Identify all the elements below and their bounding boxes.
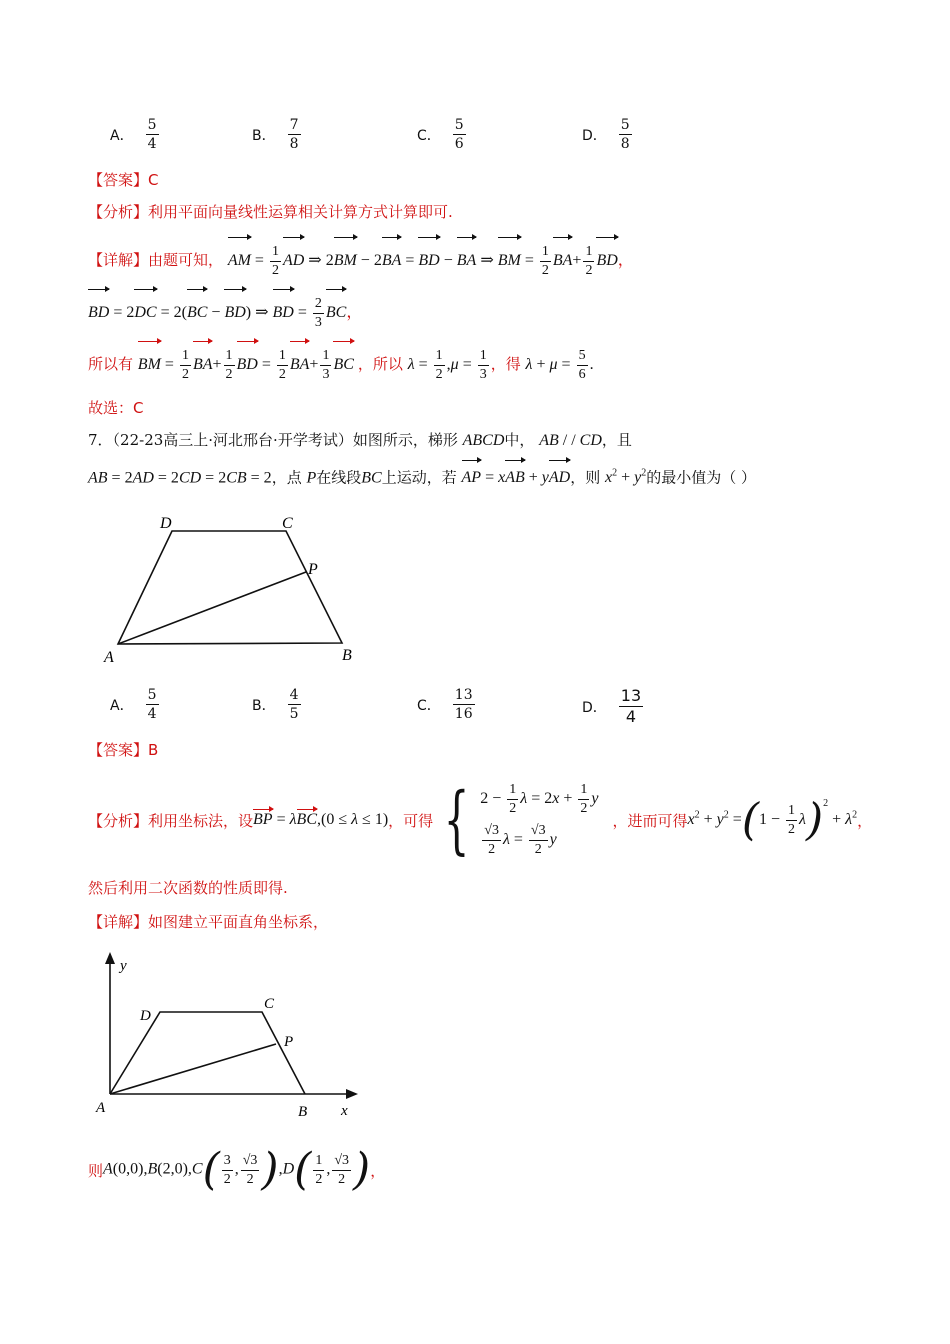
- math-expression: BM = $\frac{1}{2}$ BA+ $\frac{1}{2}$ BD = $\frac{1}{2}$ BA+ $\frac{1}{3}$ BC: [138, 356, 358, 373]
- equation-system: { 2 − $\frac{1}{2}$ λ = 2x + $\frac{1}{2}$ y $\frac{√3}{2}$ λ = $\frac{√3}{2}$ y: [443, 777, 599, 863]
- q7-option-d: D． $\frac{13}{4}$: [582, 686, 642, 726]
- fraction: $\frac{5}{4}$: [147, 117, 157, 152]
- segment-ap: [110, 1044, 276, 1094]
- q7-stem-line-1: 7．（22-23高三上·河北邢台·开学考试）如图所示，梯形 ABCD中， AB / / CD，且: [88, 431, 632, 449]
- fraction: $\frac{5}{8}$: [620, 117, 630, 152]
- q6-detail-line-3: 所以有 BM = $\frac{1}{2}$ BA+ $\frac{1}{2}$ BD = $\frac{1}{2}$ BA+ $\frac{1}{3}$ BC ，所以 λ = $\frac{1}{2}$ ,μ = $\frac{1}{3}$ ，得 λ + μ = $\frac{5}{6}$ .: [88, 342, 594, 387]
- point-label-p: P: [284, 1034, 294, 1050]
- y-axis-arrow-icon: [105, 952, 115, 964]
- q7-trapezoid-figure: [98, 510, 368, 670]
- q7-coordinates-line: 则 A(0,0),B(2,0),C( $\frac{3}{2}$ , $\frac{√3}{2}$ ),D( $\frac{1}{2}$ , $\frac{√3}{2}$ ) ，: [88, 1144, 386, 1195]
- q6-analysis: 【分析】利用平面向量线性运算相关计算方式计算即可.: [88, 203, 453, 221]
- point-label-a: A: [96, 1100, 106, 1116]
- trapezoid-shape: [118, 531, 342, 644]
- q7-coordinate-figure: [90, 950, 370, 1125]
- fraction: $\frac{13}{4}$: [620, 686, 642, 726]
- point-label-p: P: [308, 561, 318, 578]
- math-expression: BD = 2DC = 2(BC − BD) ⇒ BD = $\frac{2}{3}$ BC，: [88, 304, 362, 321]
- fraction: $\frac{7}{8}$: [289, 117, 299, 152]
- q6-option-c: C． $\frac{5}{6}$: [417, 117, 464, 152]
- q7-answer: 【答案】B: [88, 741, 159, 759]
- fraction: $\frac{4}{5}$: [289, 687, 299, 722]
- q7-option-b: B． $\frac{4}{5}$: [252, 687, 299, 722]
- axis-label-x: x: [341, 1103, 348, 1119]
- q7-analysis-line-2: 然后利用二次函数的性质即得.: [88, 879, 288, 897]
- q7-analysis: 【分析】 利用坐标法，设 BP = λBC,(0 ≤ λ ≤ 1) ，可得 { 2 − $\frac{1}{2}$ λ = 2x + $\frac{1}{2}$ y $\frac{√3}{2}$ λ = $\frac{√3}{2}$ y ，进而可得 $x^2 + y^2 =(1$ − $\frac{1}{2}$ $\lambda)^2 + \lambda^2$ ，: [88, 777, 873, 863]
- fraction: $\frac{5}{4}$: [147, 687, 157, 722]
- point-label-c: C: [264, 996, 275, 1012]
- point-label-d: D: [140, 1008, 151, 1024]
- q6-answer: 【答案】C: [88, 171, 159, 189]
- point-label-d: D: [160, 515, 172, 532]
- segment-ap: [118, 572, 306, 644]
- point-label-a: A: [104, 649, 114, 666]
- q7-option-a: A． $\frac{5}{4}$: [110, 687, 157, 722]
- q6-option-a: A． $\frac{5}{4}$: [110, 117, 157, 152]
- fraction: $\frac{5}{6}$: [454, 117, 464, 152]
- axis-label-y: y: [120, 958, 127, 974]
- q6-detail-line-2: [88, 290, 362, 335]
- trapezoid-shape: [110, 1012, 305, 1094]
- q7-stem-line-2: AB = 2AD = 2CD = 2CB = 2，点 P在线段BC上运动，若 AP = xAB + yAD，则 $x^2 + y^2$的最小值为（ ）: [88, 458, 756, 494]
- fraction: $\frac{13}{16}$: [454, 687, 473, 722]
- math-expression: AM = $\frac{1}{2}$ AD ⇒ 2BM − 2BA = BD − BA ⇒ BM = $\frac{1}{2}$ BA+ $\frac{1}{2}$ BD，: [228, 252, 634, 269]
- q6-option-d: D． $\frac{5}{8}$: [582, 117, 630, 152]
- x-axis-arrow-icon: [346, 1089, 358, 1099]
- q7-option-c: C． $\frac{13}{16}$: [417, 687, 473, 722]
- point-label-b: B: [342, 647, 352, 664]
- point-label-c: C: [282, 515, 293, 532]
- q6-option-b: B． $\frac{7}{8}$: [252, 117, 299, 152]
- q6-final-answer: 故选：C: [88, 399, 144, 417]
- point-label-b: B: [298, 1104, 308, 1120]
- q7-detail: 【详解】如图建立平面直角坐标系，: [88, 913, 329, 931]
- q6-detail-line-1: 【详解】由题可知， AM = $\frac{1}{2}$ AD ⇒ 2BM − 2BA = BD − BA ⇒ BM = $\frac{1}{2}$ BA+ $\frac{1}{2}$ BD，: [88, 238, 634, 283]
